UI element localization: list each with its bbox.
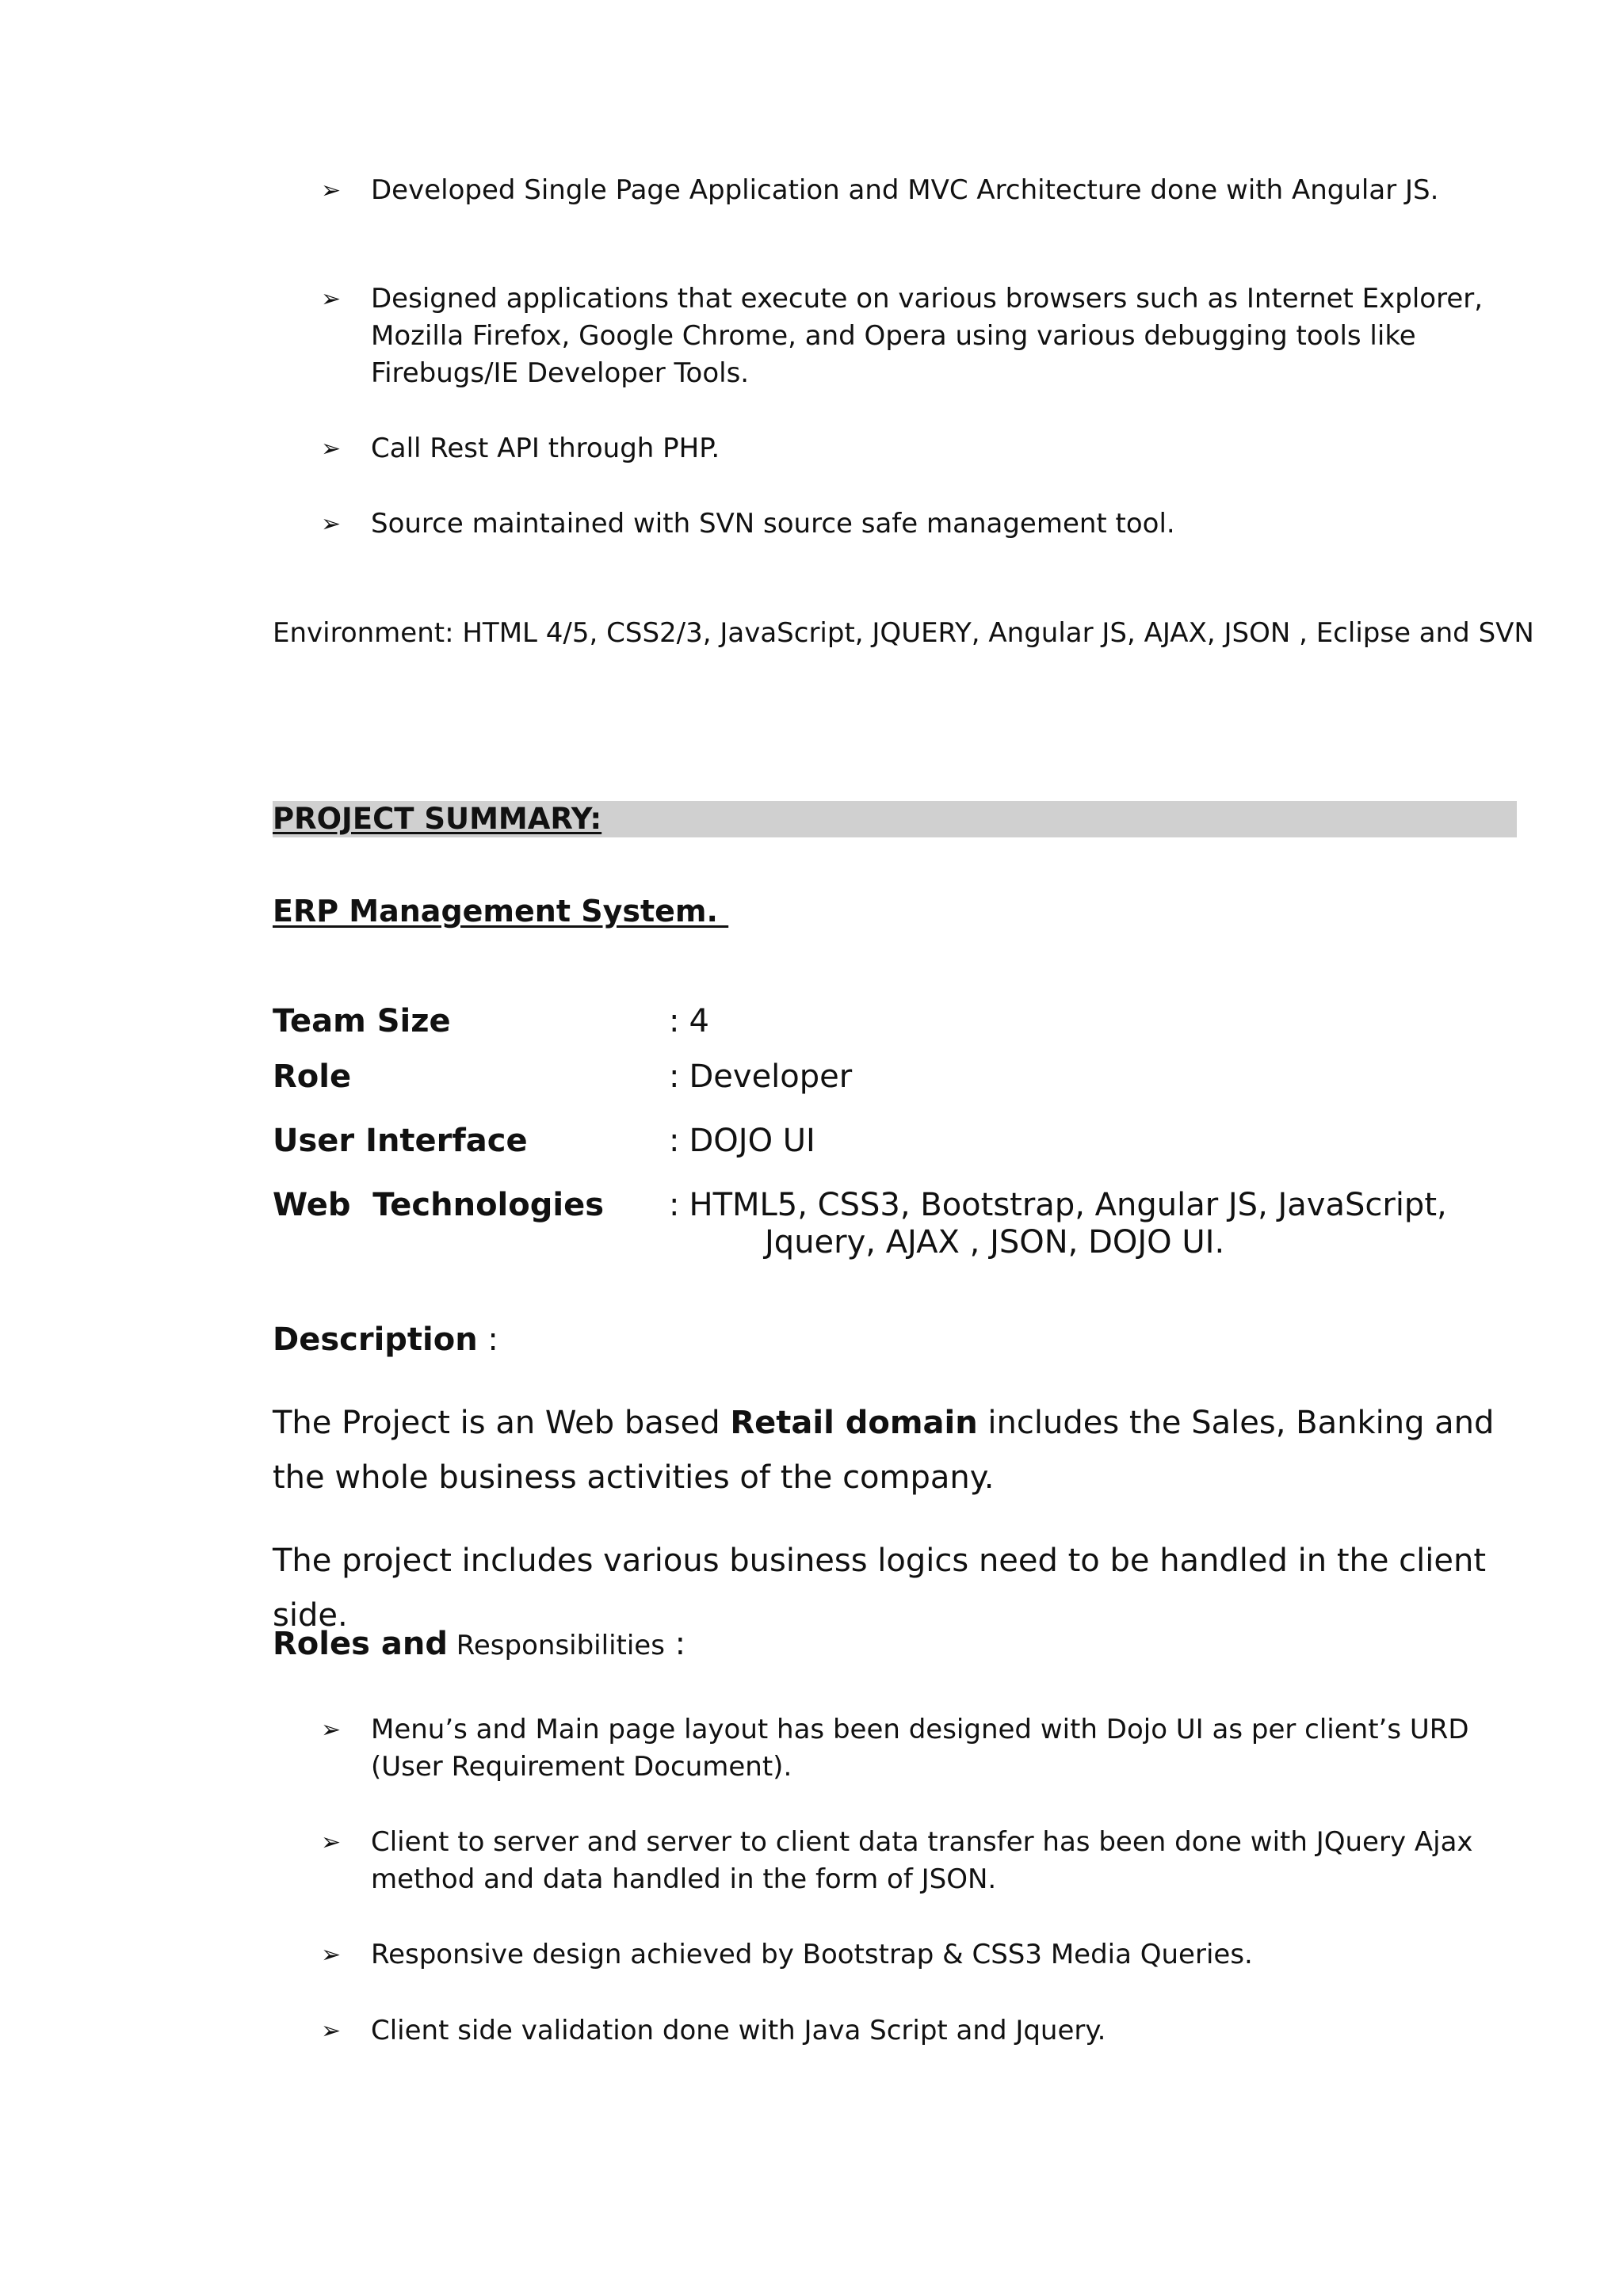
list-item [321,1824,1510,1898]
list-item [321,1936,1510,1974]
paragraph-bold: Retail domain [730,1405,978,1441]
section-title: PROJECT SUMMARY: [273,802,602,836]
list-item [321,505,1510,543]
detail-value-continuation: Jquery, AJAX , JSON, DOJO UI. [765,1224,1225,1261]
arrow-bullet-icon: ➢ [321,1829,342,1856]
list-item [321,2012,1510,2050]
roles-colon: : [664,1626,686,1662]
description-colon: : [477,1322,498,1358]
detail-label: Team Size [273,1003,451,1039]
bullet-text: Client side validation done with Java Script and Jquery. [371,2015,1106,2046]
paragraph-text: The Project is an Web based [273,1405,731,1441]
bullet-text: Source maintained with SVN source safe management tool. [371,508,1175,540]
arrow-bullet-icon: ➢ [321,2017,342,2045]
list-item [321,172,1510,209]
bullet-text: Menu’s and Main page layout has been designed with Dojo UI as per client’s URD (User Requirement Document). [371,1714,1469,1783]
detail-value-text: DOJO UI [689,1123,815,1159]
detail-value [669,1187,1525,1261]
detail-separator: : [669,1187,680,1223]
arrow-bullet-icon: ➢ [321,435,342,463]
detail-value [669,1058,1525,1096]
detail-label: User Interface [273,1123,528,1159]
description-paragraph: The project includes various business logics need to be handled in the client side. [273,1543,1487,1634]
bullet-text: Developed Single Page Application and MVC Architecture done with Angular JS. [371,174,1439,206]
detail-value [669,1003,1525,1040]
detail-value-text: HTML5, CSS3, Bootstrap, Angular JS, JavaScript, [689,1187,1447,1223]
detail-value [669,1123,1525,1160]
description-label: Description [273,1322,478,1358]
paragraph-text: includes the Sales, Banking and the whole business activities of the company. [273,1405,1495,1496]
description-paragraph [273,1396,1525,1505]
detail-label: Role [273,1058,352,1095]
roles-label-rest: Responsibilities [447,1630,665,1661]
roles-label: Roles and [273,1626,448,1662]
project-name: ERP Management System. [273,894,729,929]
bullet-text: Responsive design achieved by Bootstrap & CSS3 Media Queries. [371,1939,1253,1970]
arrow-bullet-icon: ➢ [321,510,342,538]
detail-value-text: Developer [689,1058,853,1095]
list-item [321,1711,1510,1786]
arrow-bullet-icon: ➢ [321,1941,342,1969]
detail-separator: : [669,1123,680,1159]
description-heading [273,1320,498,1360]
detail-separator: : [669,1003,680,1039]
list-item [321,430,1510,467]
list-item [321,280,1510,392]
arrow-bullet-icon: ➢ [321,177,342,204]
detail-label: Web Technologies [273,1187,605,1223]
bullet-text: Call Rest API through PHP. [371,433,720,464]
arrow-bullet-icon: ➢ [321,285,342,313]
environment-line: Environment: HTML 4/5, CSS2/3, JavaScript, JQUERY, Angular JS, AJAX, JSON , Eclipse and SVN [273,617,1534,649]
roles-heading [273,1624,685,1665]
bullet-text: Client to server and server to client data transfer has been done with JQuery Ajax method and data handled in the form of JSON. [371,1826,1473,1895]
detail-value-text: 4 [689,1003,709,1039]
bullet-text: Designed applications that execute on various browsers such as Internet Explorer, Mozilla Firefox, Google Chrome, and Opera using various debugging tools like Firebugs/IE Developer Tools. [371,283,1484,389]
detail-separator: : [669,1058,680,1095]
arrow-bullet-icon: ➢ [321,1716,342,1744]
